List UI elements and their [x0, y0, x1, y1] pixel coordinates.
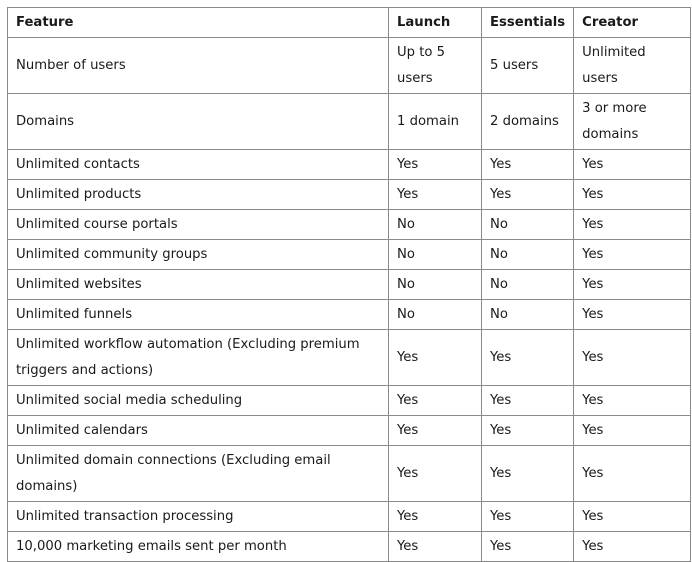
launch-cell: Yes: [389, 150, 482, 180]
table-row: [8, 446, 691, 502]
feature-cell: Unlimited calendars: [8, 416, 389, 446]
essentials-cell: Yes: [482, 180, 574, 210]
launch-cell: No: [389, 240, 482, 270]
launch-cell: Yes: [389, 446, 482, 502]
creator-cell: Yes: [574, 416, 691, 446]
table-row: [8, 416, 691, 446]
table-row: [8, 180, 691, 210]
feature-cell: Unlimited social media scheduling: [8, 386, 389, 416]
essentials-cell: 5 users: [482, 38, 574, 94]
launch-cell: No: [389, 270, 482, 300]
creator-cell: Unlimited users: [574, 38, 691, 94]
essentials-cell: Yes: [482, 386, 574, 416]
essentials-cell: No: [482, 240, 574, 270]
feature-cell: Unlimited products: [8, 180, 389, 210]
creator-cell: Yes: [574, 240, 691, 270]
creator-cell: Yes: [574, 150, 691, 180]
launch-cell: Yes: [389, 416, 482, 446]
launch-cell: 1 domain: [389, 94, 482, 150]
header-launch: Launch: [389, 8, 482, 38]
feature-cell: Unlimited course portals: [8, 210, 389, 240]
launch-cell: Yes: [389, 532, 482, 562]
feature-cell: Domains: [8, 94, 389, 150]
feature-cell: Unlimited funnels: [8, 300, 389, 330]
feature-cell: Number of users: [8, 38, 389, 94]
table-row: [8, 532, 691, 562]
essentials-cell: No: [482, 210, 574, 240]
launch-cell: Up to 5 users: [389, 38, 482, 94]
feature-cell: Unlimited websites: [8, 270, 389, 300]
essentials-cell: No: [482, 270, 574, 300]
table-row: [8, 270, 691, 300]
creator-cell: Yes: [574, 386, 691, 416]
essentials-cell: Yes: [482, 532, 574, 562]
feature-cell: Unlimited workflow automation (Excluding premium triggers and actions): [8, 330, 389, 386]
essentials-cell: Yes: [482, 150, 574, 180]
header-row: [8, 8, 691, 38]
table-row: [8, 150, 691, 180]
feature-cell: Unlimited transaction processing: [8, 502, 389, 532]
essentials-cell: 2 domains: [482, 94, 574, 150]
table-row: [8, 240, 691, 270]
launch-cell: Yes: [389, 502, 482, 532]
creator-cell: Yes: [574, 532, 691, 562]
table-row: [8, 300, 691, 330]
launch-cell: No: [389, 210, 482, 240]
creator-cell: 3 or more domains: [574, 94, 691, 150]
creator-cell: Yes: [574, 270, 691, 300]
table-row: [8, 386, 691, 416]
table-container: [7, 7, 691, 562]
table-row: [8, 502, 691, 532]
table-row: [8, 38, 691, 94]
launch-cell: Yes: [389, 180, 482, 210]
launch-cell: Yes: [389, 330, 482, 386]
creator-cell: Yes: [574, 330, 691, 386]
header-essentials: Essentials: [482, 8, 574, 38]
table-body: [8, 38, 691, 562]
pricing-comparison-table: [7, 7, 691, 562]
creator-cell: Yes: [574, 502, 691, 532]
feature-cell: Unlimited domain connections (Excluding email domains): [8, 446, 389, 502]
essentials-cell: Yes: [482, 446, 574, 502]
table-row: [8, 94, 691, 150]
table-row: [8, 330, 691, 386]
launch-cell: Yes: [389, 386, 482, 416]
essentials-cell: Yes: [482, 502, 574, 532]
creator-cell: Yes: [574, 210, 691, 240]
launch-cell: No: [389, 300, 482, 330]
feature-cell: Unlimited contacts: [8, 150, 389, 180]
essentials-cell: No: [482, 300, 574, 330]
creator-cell: Yes: [574, 180, 691, 210]
essentials-cell: Yes: [482, 416, 574, 446]
feature-cell: Unlimited community groups: [8, 240, 389, 270]
essentials-cell: Yes: [482, 330, 574, 386]
feature-cell: 10,000 marketing emails sent per month: [8, 532, 389, 562]
header-creator: Creator: [574, 8, 691, 38]
creator-cell: Yes: [574, 446, 691, 502]
creator-cell: Yes: [574, 300, 691, 330]
header-feature: Feature: [8, 8, 389, 38]
table-row: [8, 210, 691, 240]
